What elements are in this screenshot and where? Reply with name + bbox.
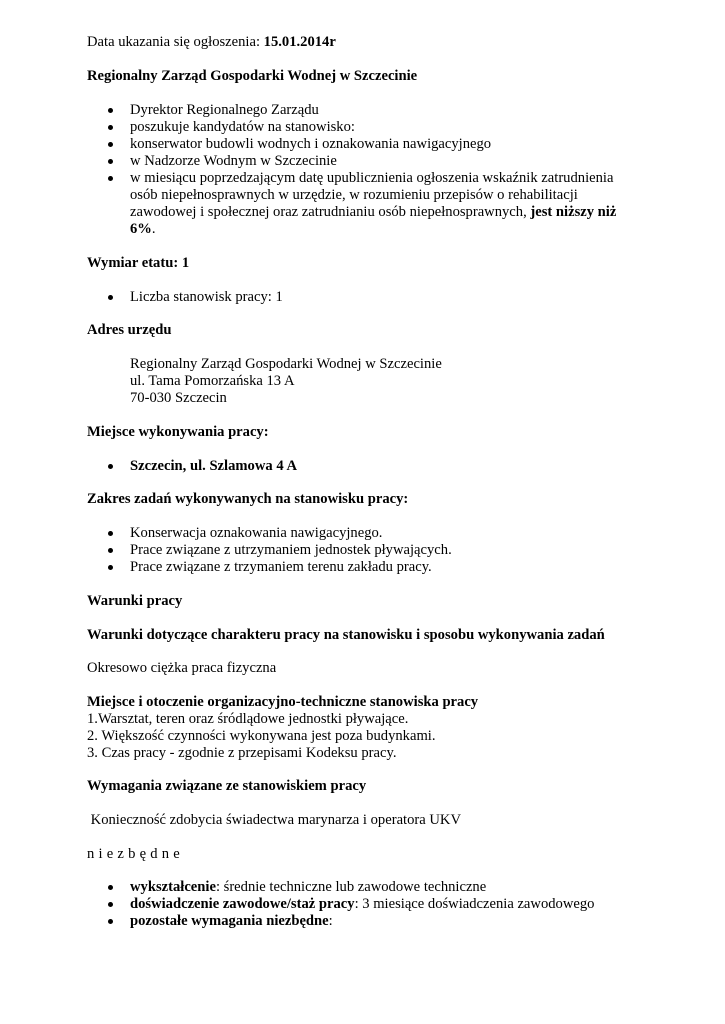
list-item: Prace związane z utrzymaniem jednostek pływających.: [87, 542, 452, 559]
announcement-date: Data ukazania się ogłoszenia: 15.01.2014r: [87, 34, 336, 50]
work-time-list: [87, 289, 283, 306]
requirements-list: [87, 879, 594, 930]
work-time-heading: Wymiar etatu: 1: [87, 255, 190, 271]
list-item: Dyrektor Regionalnego Zarządu: [87, 102, 616, 119]
tasks-heading: Zakres zadań wykonywanych na stanowisku pracy:: [87, 491, 409, 507]
intro-list: [87, 102, 616, 238]
list-item: 1.Warsztat, teren oraz śródlądowe jednostki pływające.: [87, 711, 409, 727]
essential-label: niezbędne: [87, 846, 184, 862]
workplace-list: [87, 458, 297, 475]
list-item: pozostałe wymagania niezbędne:: [87, 913, 594, 930]
list-item: wykształcenie: średnie techniczne lub zawodowe techniczne: [87, 879, 594, 896]
office-address-heading: Adres urzędu: [87, 322, 172, 338]
list-item: Konserwacja oznakowania nawigacyjnego.: [87, 525, 452, 542]
conditions-subheading: Warunki dotyczące charakteru pracy na stanowisku i sposobu wykonywania zadań: [87, 627, 605, 643]
conditions-character: Okresowo ciężka praca fizyczna: [87, 660, 277, 676]
disability-note: w miesiącu poprzedzającym datę upublicznienia ogłoszenia wskaźnik zatrudnienia osób niepełnosprawnych w urzędzie, w rozumieniu przepisów o rehabilitacji zawodowej i społecznej oraz zatrudnianiu osób niepełnosprawnych, jest niższy niż 6%.: [87, 170, 616, 238]
conditions-heading: Warunki pracy: [87, 593, 183, 609]
office-address: [87, 356, 442, 407]
requirements-heading: Wymagania związane ze stanowiskiem pracy: [87, 778, 367, 794]
address-line: 70-030 Szczecin: [130, 390, 227, 406]
address-line: Regionalny Zarząd Gospodarki Wodnej w Szczecinie: [130, 356, 442, 372]
requirements-note: Konieczność zdobycia świadectwa marynarza i operatora UKV: [87, 812, 462, 828]
list-item: 2. Większość czynności wykonywana jest poza budynkami.: [87, 728, 436, 744]
announcement-date-value: 15.01.2014r: [263, 34, 336, 50]
list-item: Szczecin, ul. Szlamowa 4 A: [87, 458, 297, 475]
environment-list: [87, 711, 436, 762]
list-item: konserwator budowli wodnych i oznakowania nawigacyjnego: [87, 136, 616, 153]
list-item: 3. Czas pracy - zgodnie z przepisami Kodeksu pracy.: [87, 745, 397, 761]
list-item: poszukuje kandydatów na stanowisko:: [87, 119, 616, 136]
address-line: ul. Tama Pomorzańska 13 A: [130, 373, 295, 389]
list-item: Prace związane z trzymaniem terenu zakładu pracy.: [87, 559, 452, 576]
tasks-list: [87, 525, 452, 576]
workplace-heading: Miejsce wykonywania pracy:: [87, 424, 269, 440]
list-item: doświadczenie zawodowe/staż pracy: 3 miesiące doświadczenia zawodowego: [87, 896, 594, 913]
list-item: w Nadzorze Wodnym w Szczecinie: [87, 153, 616, 170]
environment-heading: Miejsce i otoczenie organizacyjno-techniczne stanowiska pracy: [87, 694, 479, 710]
institution-title: Regionalny Zarząd Gospodarki Wodnej w Szczecinie: [87, 68, 418, 84]
list-item: Liczba stanowisk pracy: 1: [87, 289, 283, 306]
